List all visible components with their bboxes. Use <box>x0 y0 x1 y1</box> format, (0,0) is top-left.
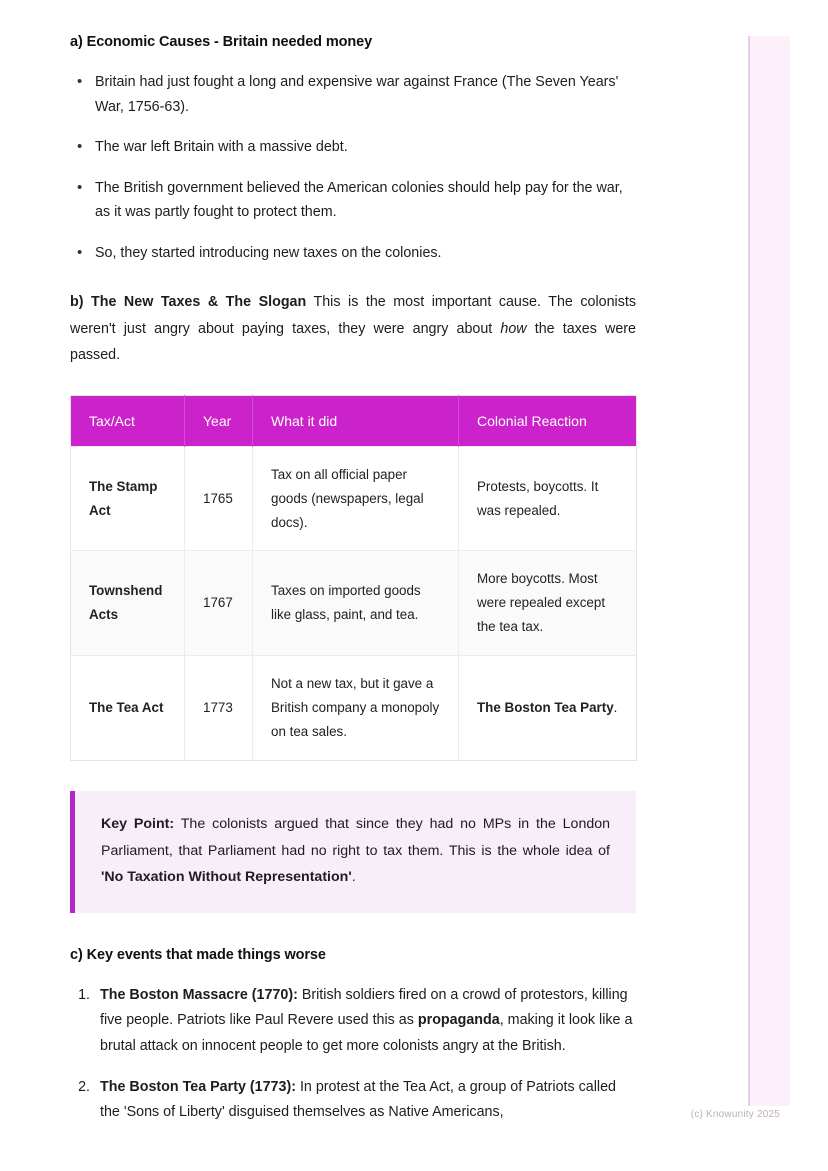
key-point-label: Key Point: <box>101 815 175 832</box>
cell-act: The Tea Act <box>71 655 185 760</box>
event-bold-mid: propaganda <box>417 1012 500 1029</box>
key-events-list <box>70 983 636 1124</box>
key-point-text-1: The colonists argued that since they had no MPs in the London Parliament, that Parliament had no right to tax them. This is the whole idea of <box>101 815 611 859</box>
section-b-text-1: This is the most important cause. The colonists weren't just angry about paying taxes, they were angry about <box>70 294 636 337</box>
event-title: The Boston Massacre (1770): <box>100 987 298 1004</box>
list-item: • So, they started introducing new taxes on the colonies. <box>70 241 636 266</box>
column-header-year: Year <box>185 395 253 446</box>
cell-reaction-bold: The Boston Tea Party <box>477 699 614 715</box>
cell-year: 1773 <box>185 655 253 760</box>
column-header-what-it-did: What it did <box>253 395 459 446</box>
list-item: • The war left Britain with a massive debt. <box>70 135 636 160</box>
list-item: • Britain had just fought a long and expensive war against France (The Seven Years' War, 1756-63). <box>70 70 636 119</box>
cell-what-it-did: Taxes on imported goods like glass, paint, and tea. <box>253 551 459 656</box>
cell-what-it-did: Not a new tax, but it gave a British company a monopoly on tea sales. <box>253 655 459 760</box>
section-b-lead: b) The New Taxes & The Slogan <box>70 294 307 311</box>
key-point-text-2: . <box>351 869 356 886</box>
list-item <box>94 983 636 1058</box>
section-a-heading: a) Economic Causes - Britain needed money <box>70 34 373 50</box>
cell-reaction-tail: . <box>613 699 618 715</box>
event-text-1: In protest at the Tea Act, a group of Patriots called the 'Sons of Liberty' disguised themselves as Native Americans, <box>100 1078 616 1120</box>
list-item: • The British government believed the American colonies should help pay for the war, as it was partly fought to protect them. <box>70 176 636 225</box>
cell-year: 1765 <box>185 446 253 551</box>
table-row <box>71 446 637 551</box>
cell-act: The Stamp Act <box>71 446 185 551</box>
section-b-text-2: the taxes were passed. <box>70 320 636 364</box>
cell-colonial-reaction <box>459 655 637 760</box>
event-text-2: , making it look like a brutal attack on innocent people to get more colonists angry at the British. <box>100 1012 633 1054</box>
key-point-slogan: 'No Taxation Without Representation' <box>101 869 352 886</box>
cell-year: 1767 <box>185 551 253 656</box>
economic-causes-list <box>70 70 636 265</box>
footer-credit: (c) Knowunity 2025 <box>690 1109 780 1120</box>
table-row <box>71 551 637 656</box>
section-c-heading: c) Key events that made things worse <box>70 947 326 964</box>
list-item <box>94 1075 636 1125</box>
decorative-side-band <box>748 36 790 1106</box>
cell-colonial-reaction: More boycotts. Most were repealed except the tea tax. <box>459 551 637 656</box>
section-b-paragraph <box>70 289 636 368</box>
cell-colonial-reaction: Protests, boycotts. It was repealed. <box>459 446 637 551</box>
column-header-act: Tax/Act <box>71 395 185 446</box>
document-page <box>70 34 636 1141</box>
table-row <box>71 655 637 760</box>
event-title: The Boston Tea Party (1773): <box>100 1078 296 1095</box>
taxes-table <box>70 395 637 761</box>
event-text-1: British soldiers fired on a crowd of protestors, killing five people. Patriots like Paul Revere used this as <box>100 987 628 1029</box>
table-header-row <box>71 395 637 446</box>
key-point-callout <box>70 791 636 914</box>
cell-act: Townshend Acts <box>71 551 185 656</box>
column-header-colonial-reaction: Colonial Reaction <box>459 395 637 446</box>
section-b-emphasis: how <box>500 320 527 337</box>
cell-what-it-did: Tax on all official paper goods (newspapers, legal docs). <box>253 446 459 551</box>
